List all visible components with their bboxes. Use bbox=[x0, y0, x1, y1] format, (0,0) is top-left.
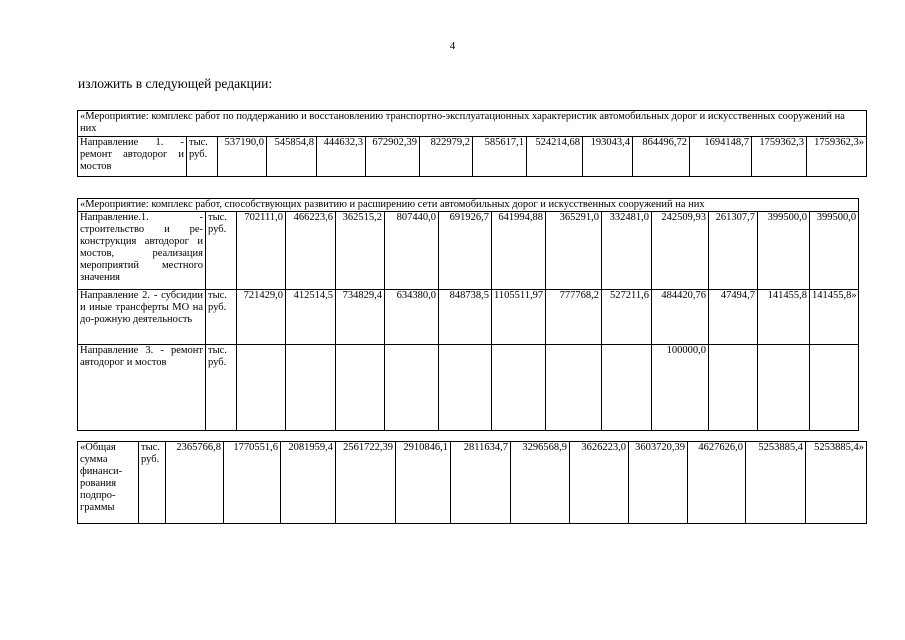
value-cell: 141455,8» bbox=[810, 290, 859, 345]
table-row bbox=[78, 442, 867, 524]
value-cell: 2561722,39 bbox=[336, 442, 396, 524]
value-cell bbox=[286, 345, 336, 431]
value-cell: 1694148,7 bbox=[690, 137, 752, 177]
table-title: «Мероприятие: комплекс работ, способствующих развитию и расширению сети автомобильных дорог и искусственных сооружений на них bbox=[78, 199, 859, 212]
row-unit-cell: тыс. руб. bbox=[206, 212, 237, 290]
table-total bbox=[77, 441, 867, 524]
value-cell: 634380,0 bbox=[385, 290, 439, 345]
value-cell: 1770551,6 bbox=[224, 442, 281, 524]
value-cell: 545854,8 bbox=[267, 137, 317, 177]
value-cell: 141455,8 bbox=[758, 290, 810, 345]
value-cell: 3603720,39 bbox=[629, 442, 688, 524]
value-cell: 362515,2 bbox=[336, 212, 385, 290]
value-cell: 691926,7 bbox=[439, 212, 492, 290]
value-cell: 2081959,4 bbox=[281, 442, 336, 524]
value-cell bbox=[602, 345, 652, 431]
value-cell: 332481,0 bbox=[602, 212, 652, 290]
value-cell bbox=[385, 345, 439, 431]
row-name-cell: Направление 3. - ремонт автодорог и мостов bbox=[78, 345, 206, 431]
value-cell: 261307,7 bbox=[709, 212, 758, 290]
value-cell: 721429,0 bbox=[237, 290, 286, 345]
value-cell bbox=[439, 345, 492, 431]
value-cell: 4627626,0 bbox=[688, 442, 746, 524]
value-cell: 864496,72 bbox=[633, 137, 690, 177]
value-cell: 3626223,0 bbox=[570, 442, 629, 524]
row-name-cell: «Общая сумма финанси-рования подпро-граммы bbox=[78, 442, 139, 524]
value-cell: 399500,0 bbox=[758, 212, 810, 290]
value-cell bbox=[237, 345, 286, 431]
value-cell: 672902,39 bbox=[366, 137, 420, 177]
table-row bbox=[78, 137, 867, 177]
table-row bbox=[78, 345, 859, 431]
value-cell: 641994,88 bbox=[492, 212, 546, 290]
value-cell: 5253885,4» bbox=[806, 442, 867, 524]
table-title: «Мероприятие: комплекс работ по поддержанию и восстановлению транспортно-эксплуатационных характеристик автомобильных дорог и искусственных сооружений на них bbox=[78, 111, 867, 137]
table-row bbox=[78, 290, 859, 345]
row-name-cell: Направление 2. - субсидии и иные трансферты МО на до-рожную деятельность bbox=[78, 290, 206, 345]
table-maintenance bbox=[77, 110, 867, 177]
table-development bbox=[77, 198, 859, 431]
row-name-cell: Направление.1. - строительство и ре-конструкция автодорог и мостов, реализация мероприятий местного значения bbox=[78, 212, 206, 290]
value-cell: 527211,6 bbox=[602, 290, 652, 345]
intro-text: изложить в следующей редакции: bbox=[78, 76, 273, 91]
value-cell: 399500,0 bbox=[810, 212, 859, 290]
value-cell: 484420,76 bbox=[652, 290, 709, 345]
row-unit-cell: тыс. руб. bbox=[206, 345, 237, 431]
value-cell: 466223,6 bbox=[286, 212, 336, 290]
value-cell: 5253885,4 bbox=[746, 442, 806, 524]
page-number: 4 bbox=[449, 40, 456, 52]
value-cell: 537190,0 bbox=[218, 137, 267, 177]
value-cell: 807440,0 bbox=[385, 212, 439, 290]
table-row bbox=[78, 212, 859, 290]
value-cell: 848738,5 bbox=[439, 290, 492, 345]
value-cell: 47494,7 bbox=[709, 290, 758, 345]
value-cell: 1105511,97 bbox=[492, 290, 546, 345]
value-cell bbox=[758, 345, 810, 431]
value-cell: 2811634,7 bbox=[451, 442, 511, 524]
value-cell: 3296568,9 bbox=[511, 442, 570, 524]
value-cell: 412514,5 bbox=[286, 290, 336, 345]
row-unit-cell: тыс. руб. bbox=[187, 137, 218, 177]
value-cell bbox=[336, 345, 385, 431]
value-cell: 2910846,1 bbox=[396, 442, 451, 524]
value-cell: 1759362,3» bbox=[807, 137, 867, 177]
value-cell: 702111,0 bbox=[237, 212, 286, 290]
value-cell: 524214,68 bbox=[527, 137, 583, 177]
value-cell: 242509,93 bbox=[652, 212, 709, 290]
value-cell: 193043,4 bbox=[583, 137, 633, 177]
value-cell: 822979,2 bbox=[420, 137, 473, 177]
value-cell: 2365766,8 bbox=[166, 442, 224, 524]
row-name-cell: Направление 1. - ремонт автодорог и мостов bbox=[78, 137, 187, 177]
row-unit-cell: тыс. руб. bbox=[139, 442, 166, 524]
row-unit-cell: тыс. руб. bbox=[206, 290, 237, 345]
value-cell: 734829,4 bbox=[336, 290, 385, 345]
value-cell bbox=[546, 345, 602, 431]
value-cell: 365291,0 bbox=[546, 212, 602, 290]
value-cell bbox=[810, 345, 859, 431]
value-cell: 1759362,3 bbox=[752, 137, 807, 177]
value-cell bbox=[492, 345, 546, 431]
value-cell: 444632,3 bbox=[317, 137, 366, 177]
value-cell: 585617,1 bbox=[473, 137, 527, 177]
value-cell: 100000,0 bbox=[652, 345, 709, 431]
value-cell: 777768,2 bbox=[546, 290, 602, 345]
value-cell bbox=[709, 345, 758, 431]
